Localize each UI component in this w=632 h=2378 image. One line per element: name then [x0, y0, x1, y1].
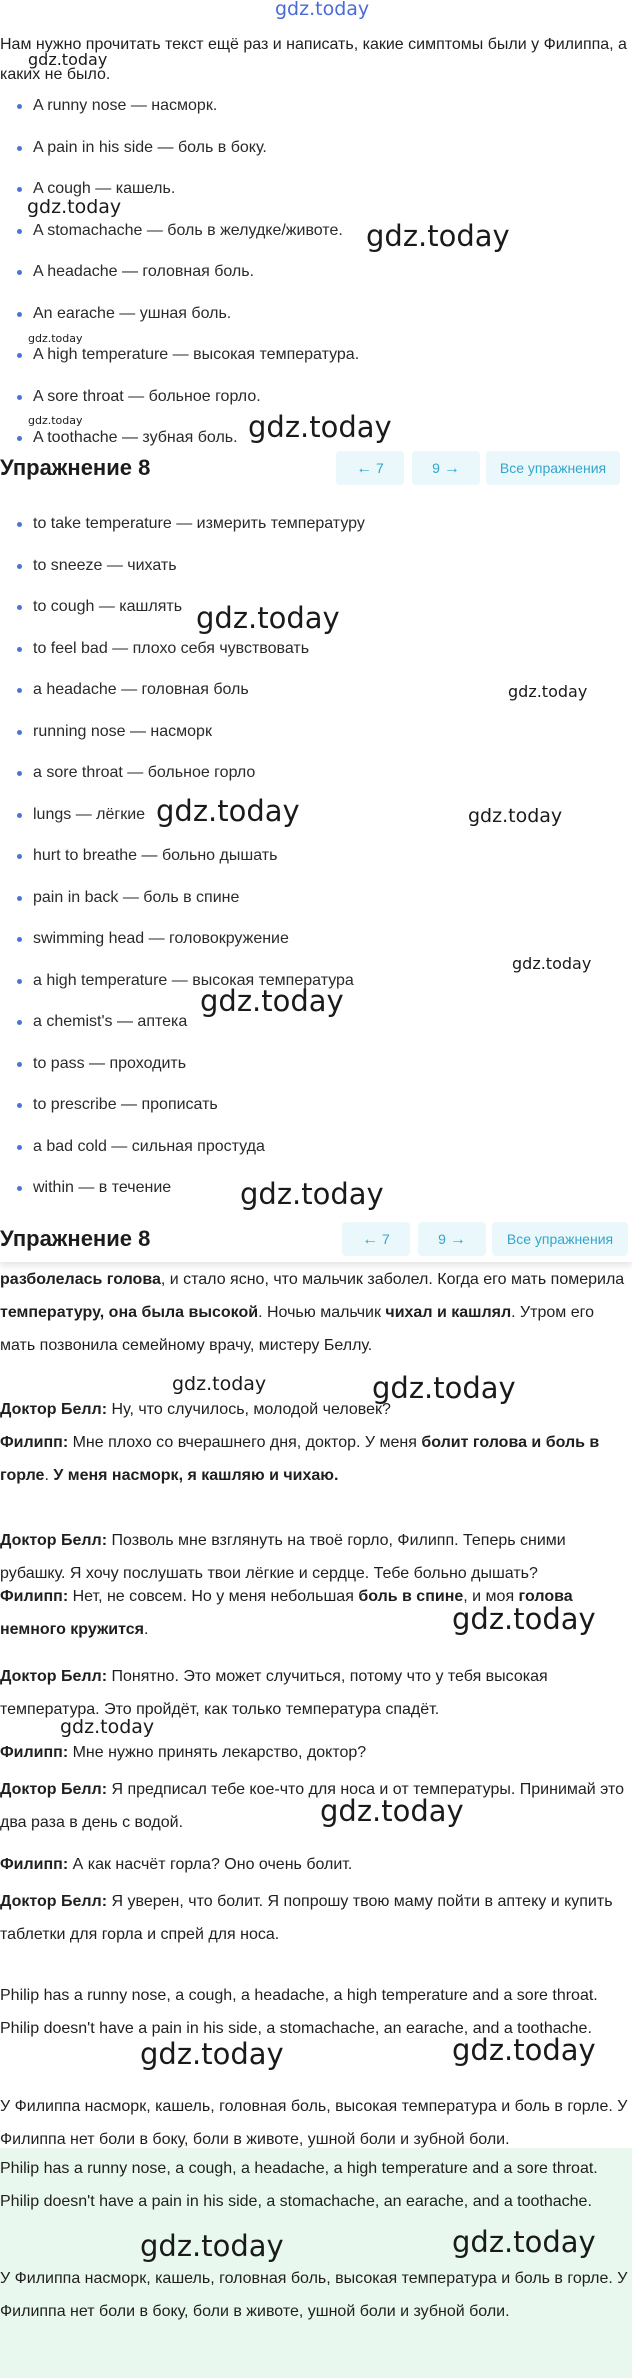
dialogue-text: Мне плохо со вчерашнего дня, доктор. У меня	[68, 1434, 422, 1451]
watermark: gdz.today	[452, 2225, 596, 2259]
text-fragment: , и моя	[463, 1588, 519, 1605]
highlight-phrase: температуру, она была высокой	[0, 1304, 259, 1321]
answer-russian-highlighted: У Филиппа насморк, кашель, головная боль, высокая температура и боль в горле. У Филиппа нет боли в боку, боли в животе, ушной боли и зубной боли.	[0, 2270, 628, 2320]
watermark: gdz.today	[452, 1602, 596, 1636]
dialogue-text: Я уверен, что болит. Я попрошу твою маму пойти в аптеку и купить таблетки для горла и спрей для носа.	[0, 1893, 613, 1943]
watermark: gdz.today	[156, 794, 300, 828]
watermark: gdz.today	[452, 2033, 596, 2067]
watermark: gdz.today	[248, 410, 392, 444]
list-item: a headache — головная боль	[0, 669, 632, 711]
watermark: gdz.today	[275, 0, 370, 20]
arrow-right-icon: →	[443, 460, 460, 477]
speaker-name: Филипп:	[0, 1856, 69, 1873]
list-item: running nose — насморк	[0, 711, 632, 752]
text-fragment: .	[144, 1621, 149, 1638]
watermark: gdz.today	[28, 50, 108, 69]
highlight-phrase: разболелась голова	[0, 1271, 161, 1288]
exercise-navbar-sticky	[0, 1218, 632, 1262]
list-item: A pain in his side — боль в боку.	[0, 127, 632, 168]
exercise-title: Упражнение 8	[0, 1226, 151, 1251]
speaker-name: Доктор Белл:	[0, 1401, 108, 1418]
dialogue-text: Позволь мне взглянуть на твоё горло, Филипп. Теперь сними рубашку. Я хочу послушать твои лёгкие и сердце. Тебе больно дышать?	[0, 1532, 566, 1582]
dialogue-line	[0, 1393, 632, 1426]
list-item: A cough — кашель.	[0, 168, 632, 210]
dialogue-text: Мне нужно принять лекарство, доктор?	[68, 1744, 367, 1761]
dialogue-text: Понятно. Это может случиться, потому что у тебя высокая температура. Это пройдёт, как только температура спадёт.	[0, 1668, 548, 1718]
dialogue-text: Ну, что случилось, молодой человек?	[107, 1401, 391, 1418]
next-exercise-label: 9	[438, 1231, 446, 1247]
list-item: swimming head — головокружение	[0, 918, 632, 960]
list-item: a bad cold — сильная простуда	[0, 1126, 632, 1167]
list-item: A headache — головная боль.	[0, 251, 632, 293]
watermark: gdz.today	[140, 2229, 284, 2263]
list-item: a high temperature — высокая температура	[0, 960, 632, 1001]
list-item: pain in back — боль в спине	[0, 877, 632, 918]
text-fragment: . Ночью мальчик	[258, 1304, 386, 1321]
dialogue-text: А как насчёт горла? Оно очень болит.	[68, 1856, 353, 1873]
list-item: A stomachache — боль в желудке/животе.	[0, 210, 632, 251]
speaker-name: Доктор Белл:	[0, 1532, 108, 1549]
dialogue-line	[0, 1736, 632, 1769]
prev-exercise-label: 7	[376, 460, 384, 476]
speaker-name: Доктор Белл:	[0, 1781, 108, 1798]
speaker-name: Филипп:	[0, 1744, 69, 1761]
watermark: gdz.today	[196, 601, 340, 635]
watermark: gdz.today	[28, 332, 83, 345]
list-item: to cough — кашлять	[0, 586, 632, 628]
exercise-title: Упражнение 8	[0, 455, 151, 480]
speaker-name: Доктор Белл:	[0, 1668, 108, 1685]
list-item: A sore throat — больное горло.	[0, 376, 632, 417]
list-item: A runny nose — насморк.	[0, 85, 632, 127]
dialogue-line	[0, 1885, 632, 1951]
symptoms-list	[0, 85, 632, 459]
speaker-name: Доктор Белл:	[0, 1893, 108, 1910]
watermark: gdz.today	[200, 984, 344, 1018]
all-exercises-button[interactable]: Все упражнения	[492, 1222, 628, 1256]
watermark: gdz.today	[320, 1794, 464, 1828]
speaker-name: Филипп:	[0, 1434, 69, 1451]
list-item: A high temperature — высокая температура.	[0, 334, 632, 376]
highlight-phrase: боль в спине	[358, 1588, 464, 1605]
text-fragment: .	[44, 1467, 54, 1484]
watermark: gdz.today	[508, 682, 588, 701]
answer-russian: У Филиппа насморк, кашель, головная боль, высокая температура и боль в горле. У Филиппа нет боли в боку, боли в животе, ушной боли и зубной боли.	[0, 2098, 628, 2148]
watermark: gdz.today	[27, 196, 122, 218]
list-item: hurt to breathe — больно дышать	[0, 835, 632, 877]
list-item: a chemist's — аптека	[0, 1001, 632, 1043]
watermark: gdz.today	[366, 219, 510, 253]
dialogue-line	[0, 1848, 632, 1881]
dialogue-text: Нет, не совсем. Но у меня небольшая	[68, 1588, 359, 1605]
watermark: gdz.today	[240, 1177, 384, 1211]
list-item: to take temperature — измерить температуру	[0, 503, 632, 545]
list-item: A toothache — зубная боль.	[0, 417, 632, 459]
watermark: gdz.today	[60, 1716, 155, 1738]
list-item: to pass — проходить	[0, 1043, 632, 1084]
arrow-right-icon: →	[449, 1231, 466, 1248]
speaker-name: Филипп:	[0, 1588, 69, 1605]
highlight-phrase: голова немного кружится	[0, 1588, 573, 1638]
prev-exercise-button[interactable]	[336, 451, 404, 485]
dialogue-line	[0, 1426, 632, 1492]
next-exercise-label: 9	[432, 460, 440, 476]
watermark: gdz.today	[140, 2037, 284, 2071]
highlight-phrase: болит голова и боль в горле	[0, 1434, 600, 1484]
watermark: gdz.today	[512, 954, 592, 973]
list-item: to sneeze — чихать	[0, 545, 632, 586]
translation-paragraph	[0, 1263, 632, 1362]
watermark: gdz.today	[172, 1373, 267, 1395]
prev-exercise-button[interactable]	[342, 1222, 410, 1256]
answer-english: Philip has a runny nose, a cough, a headache, a high temperature and a sore throat. Philip doesn't have a pain in his side, a stomachache, an earache, and a toothache.	[0, 1987, 598, 2037]
list-item: An earache — ушная боль.	[0, 293, 632, 334]
prev-exercise-label: 7	[382, 1231, 390, 1247]
watermark: gdz.today	[372, 1371, 516, 1405]
highlight-phrase: У меня насморк, я кашляю и чихаю.	[53, 1467, 339, 1484]
list-item: within — в течение	[0, 1167, 632, 1209]
dialogue-text: Я предписал тебе кое-что для носа и от температуры. Принимай это два раза в день с водой.	[0, 1781, 625, 1831]
all-exercises-button[interactable]: Все упражнения	[486, 451, 620, 485]
watermark: gdz.today	[468, 805, 563, 827]
exercise-navbar	[0, 447, 632, 491]
answer-english-highlighted: Philip has a runny nose, a cough, a headache, a high temperature and a sore throat. Philip doesn't have a pain in his side, a stomachache, an earache, and a toothache.	[0, 2160, 598, 2210]
highlight-phrase: чихал и кашлял	[385, 1304, 512, 1321]
dialogue-line	[0, 1773, 632, 1839]
arrow-left-icon: ←	[356, 460, 373, 477]
arrow-left-icon: ←	[362, 1231, 379, 1248]
watermark: gdz.today	[28, 414, 83, 427]
text-fragment: . Утром его мать позвонила семейному врачу, мистеру Беллу.	[0, 1304, 595, 1354]
intro-text: Нам нужно прочитать текст ещё раз и написать, какие симптомы были у Филиппа, а каких не было.	[0, 36, 627, 83]
next-exercise-button[interactable]	[412, 451, 480, 485]
list-item: to feel bad — плохо себя чувствовать	[0, 628, 632, 669]
list-item: to prescribe — прописать	[0, 1084, 632, 1126]
next-exercise-button[interactable]	[418, 1222, 486, 1256]
list-item: a sore throat — больное горло	[0, 752, 632, 794]
text-fragment: , и стало ясно, что мальчик заболел. Когда его мать померила	[160, 1271, 625, 1288]
list-item: lungs — лёгкие	[0, 794, 632, 835]
